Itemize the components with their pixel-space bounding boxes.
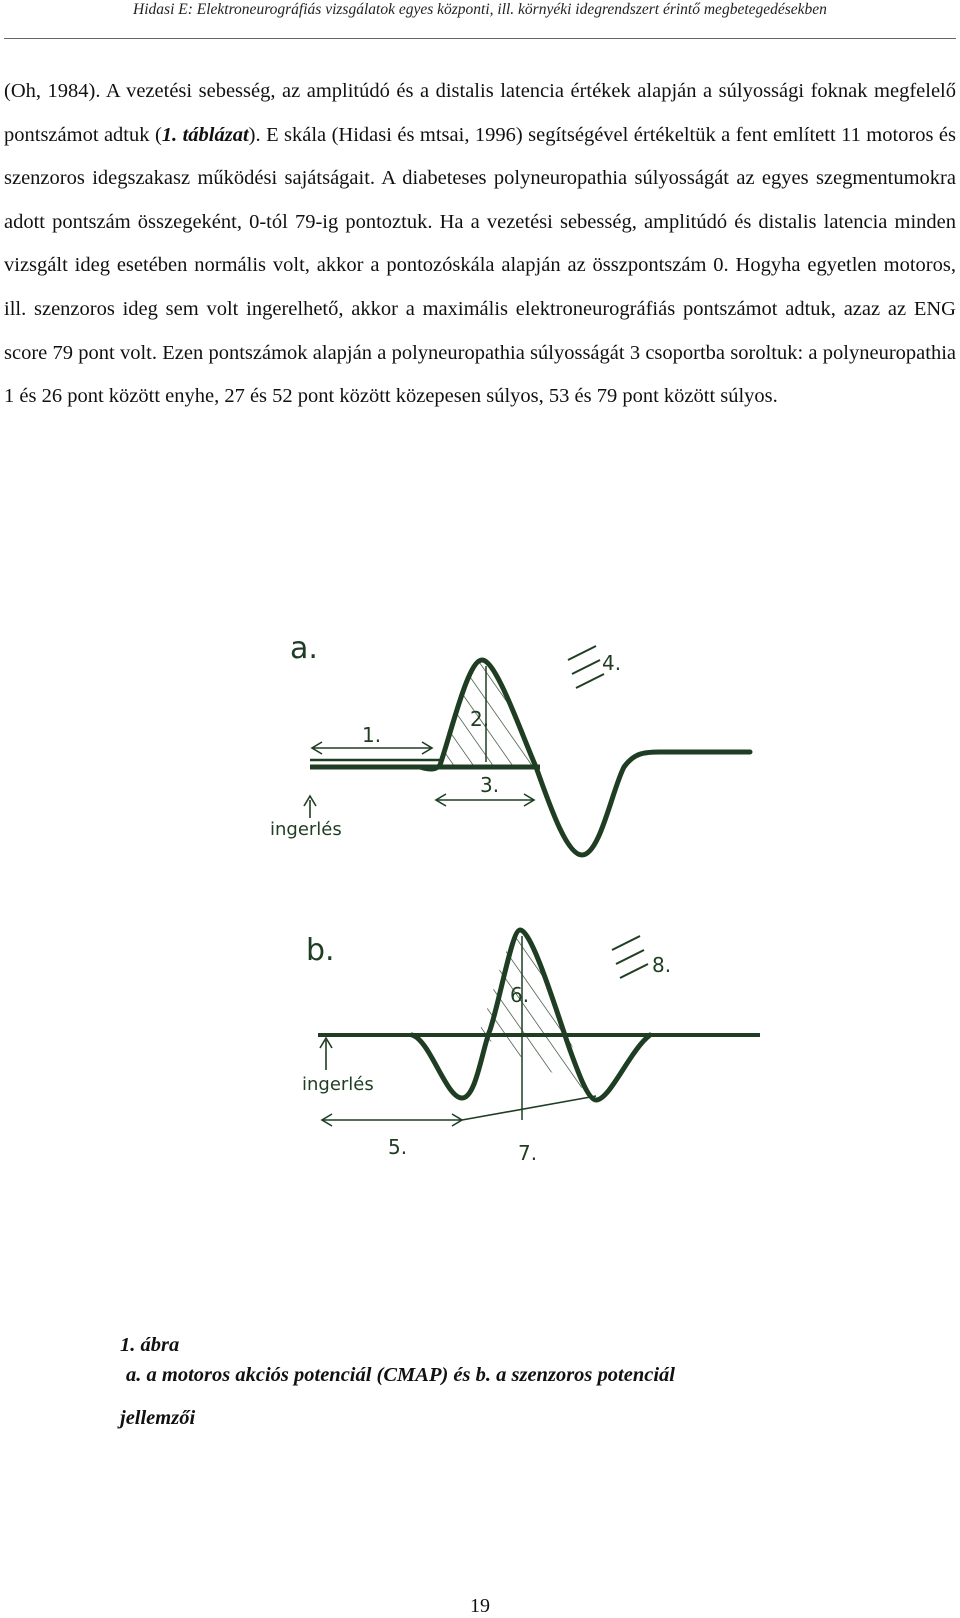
caption-title: 1. ábra [120, 1334, 180, 1356]
panel-a-label-2: 2. [470, 707, 490, 731]
panel-b-slash-2 [616, 950, 644, 964]
table-reference[interactable]: 1. táblázat [161, 123, 249, 146]
figure-drawing [0, 620, 960, 1220]
panel-a-stimulus-label: ingerlés [270, 819, 342, 840]
running-header [0, 0, 960, 20]
panel-a-label-4: 4. [602, 651, 622, 675]
panel-b-diagonal [462, 1096, 596, 1120]
body-paragraph [4, 70, 956, 419]
paragraph [4, 70, 956, 419]
panel-a-slash-2 [572, 660, 600, 674]
panel-b-slash-1 [612, 936, 640, 950]
panel-a-letter: a. [290, 631, 318, 666]
figure-1 [0, 620, 960, 1220]
panel-a-slash-1 [568, 646, 596, 660]
caption-line-3: jellemzői [120, 1407, 196, 1429]
panel-b-slash-3 [620, 964, 648, 978]
panel-b-stimulus-label: ingerlés [302, 1074, 374, 1095]
panel-b-label-8: 8. [652, 953, 672, 977]
running-title: Hidasi E: Elektroneurográfiás vizsgálatok egyes központi, ill. környéki idegrendszert érintő megbetegedésekben [133, 1, 827, 18]
caption-line-2: a. a motoros akciós potenciál (CMAP) és b. a szenzoros potenciál [126, 1364, 675, 1386]
header-rule [4, 38, 956, 39]
panel-b [302, 930, 760, 1165]
panel-b-label-5: 5. [388, 1135, 408, 1159]
panel-a-slash-3 [576, 674, 604, 688]
panel-b-label-7: 7. [518, 1141, 538, 1165]
paragraph-text-part1: (Oh, 1984). A vezetési sebesség, az amplitúdó és a distalis latencia értékek alapján a súlyossági foknak megfelelő pontszámot adtuk ( [4, 80, 956, 146]
figure-caption [120, 1330, 840, 1433]
page-number: 19 [470, 1595, 490, 1617]
panel-a [270, 631, 750, 855]
panel-b-label-6: 6. [510, 983, 530, 1007]
panel-a-label-3: 3. [480, 773, 500, 797]
panel-a-label-1: 1. [362, 723, 382, 747]
panel-b-letter: b. [306, 933, 335, 968]
paragraph-text-part2: ). E skála (Hidasi és mtsai, 1996) segítségével értékeltük a fent említett 11 motoros és szenzoros idegszakasz működési sajátságait. A diabeteses polyneuropathia súlyosságát az egyes szegmentumokra adott pontszám összegeként, 0-tól 79-ig pontoztuk. Ha a vezetési sebesség, amplitúdó és distalis latencia minden vizsgált ideg esetében normális volt, akkor a pontozóskála alapján az összpontszám 0. Hogyha egyetlen motoros, ill. szenzoros ideg sem volt ingerelhető, akkor a maximális elektroneurográfiás pontszámot adtuk, azaz az ENG score 79 pont volt. Ezen pontszámok alapján a polyneuropathia súlyosságát 3 csoportba soroltuk: a polyneuropathia 1 és 26 pont között enyhe, 27 és 52 pont között közepesen súlyos, 53 és 79 pont között súlyos. [4, 123, 956, 408]
